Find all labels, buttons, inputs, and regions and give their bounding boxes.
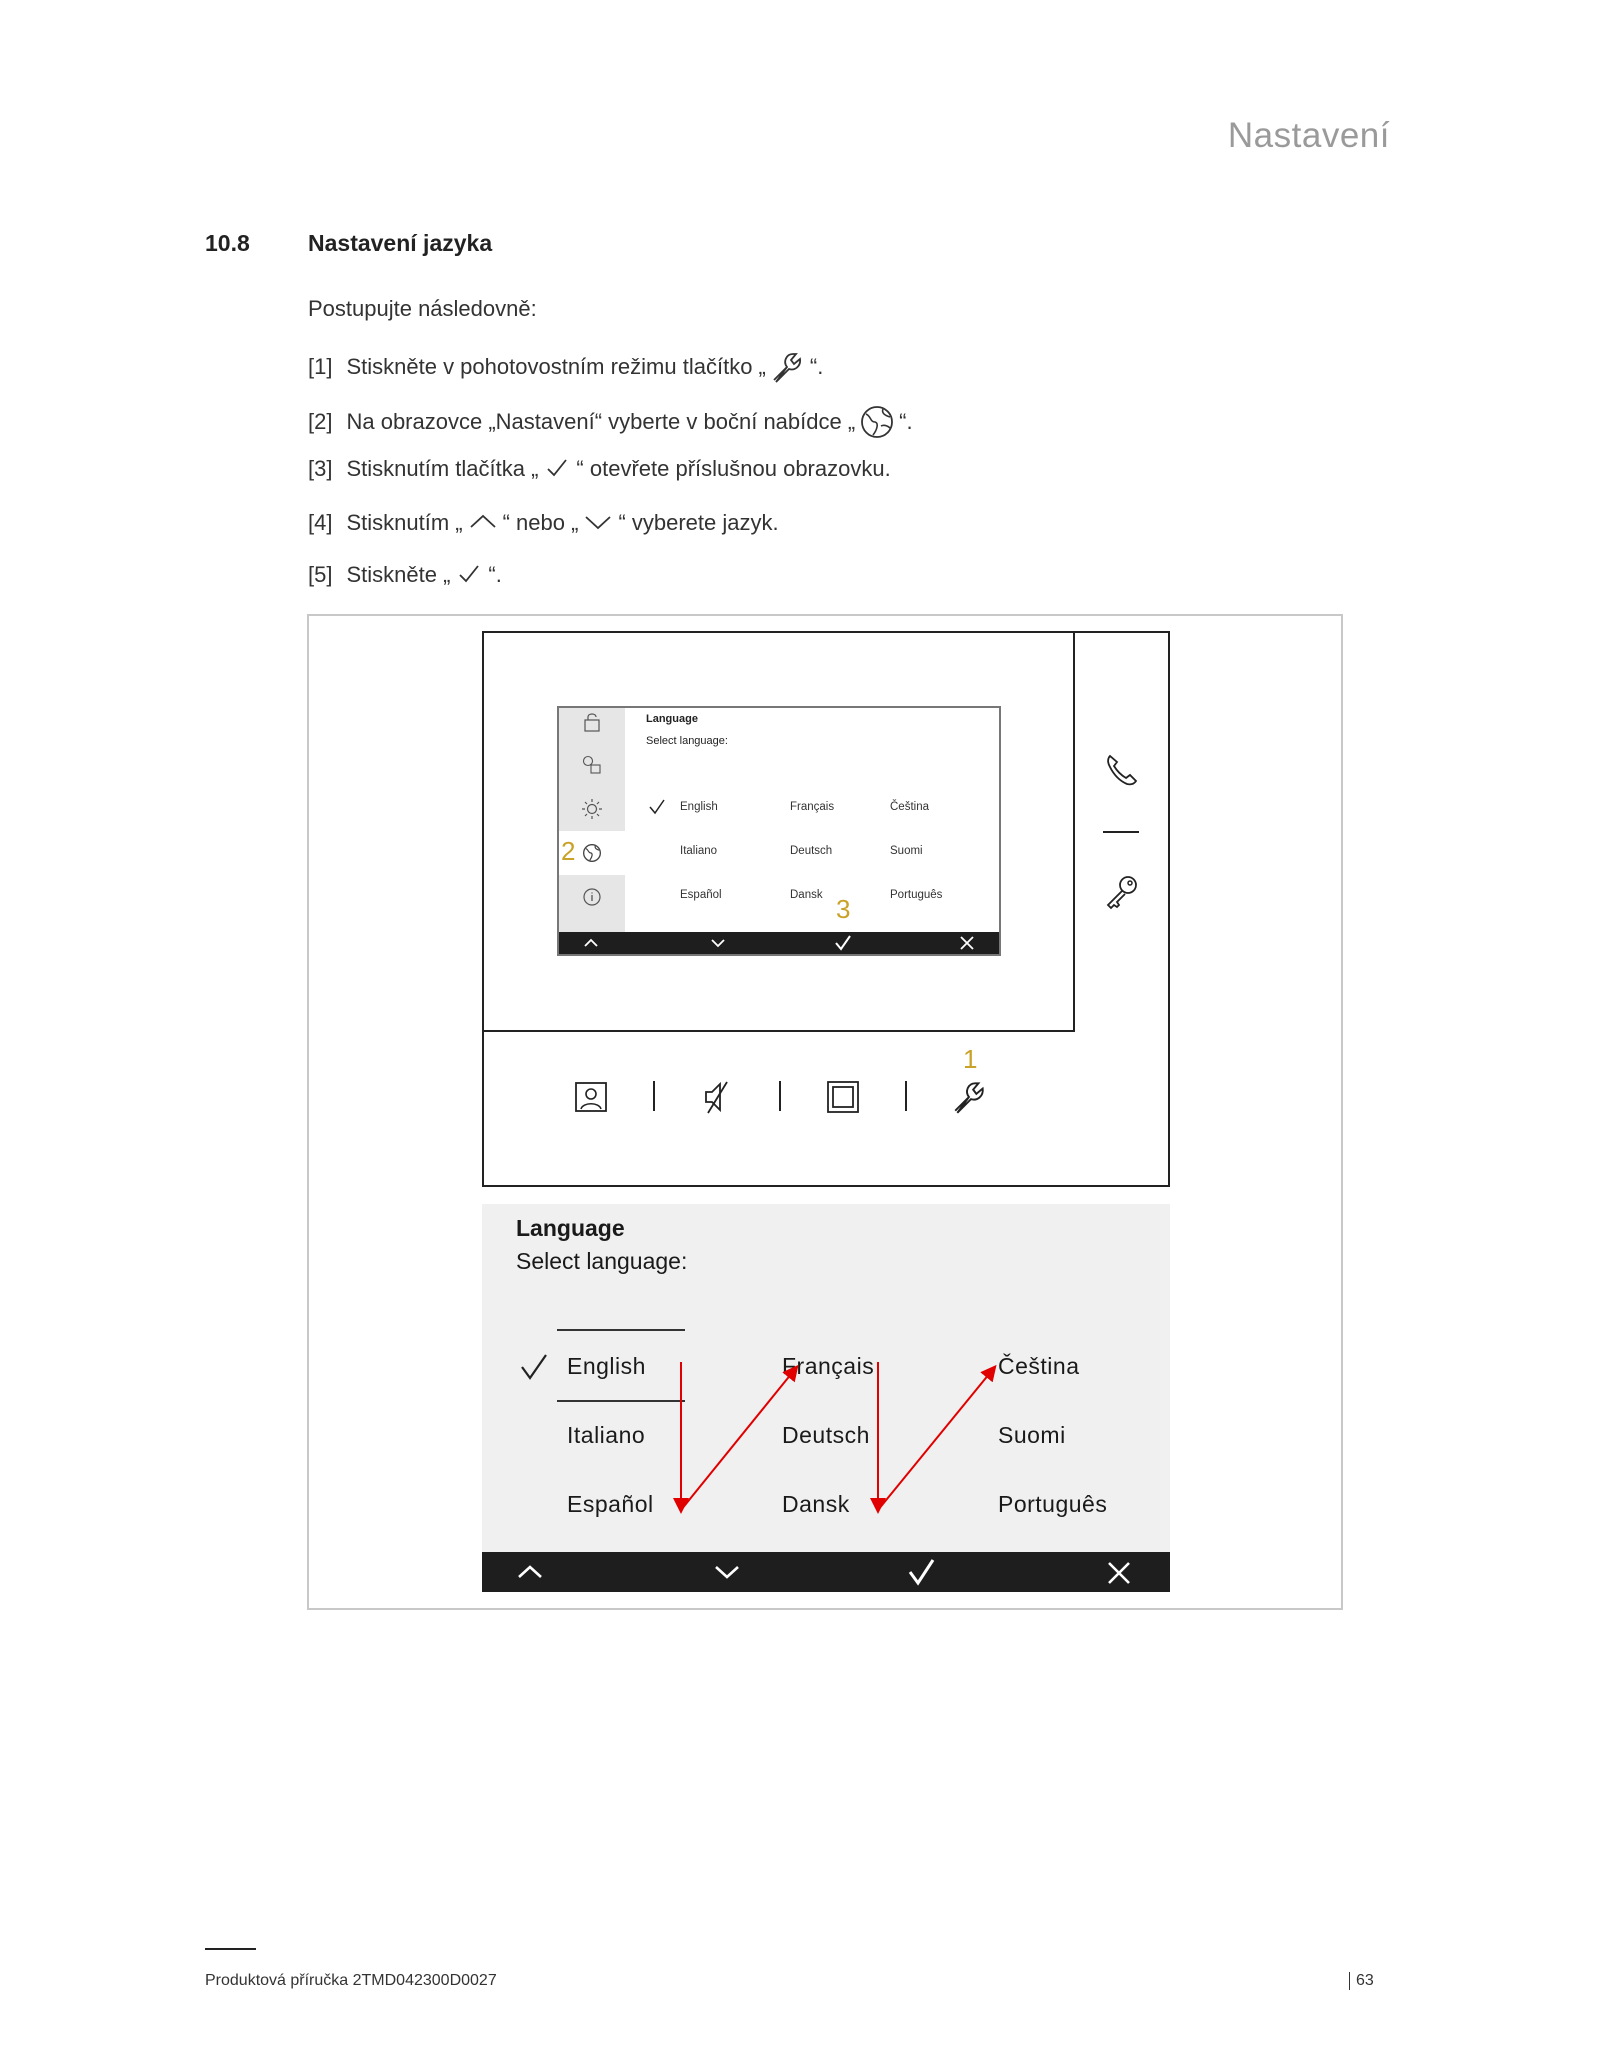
mini-lang-portugues[interactable]: Português: [890, 889, 943, 901]
step-2: [2] Na obrazovce „Nastavení“ vyberte v boční nabídce „ “.: [308, 404, 913, 440]
mute-icon[interactable]: [700, 1079, 734, 1115]
contact-icon[interactable]: [574, 1080, 608, 1114]
navigation-order-arrows: [660, 1350, 1010, 1530]
step-1: [1] Stiskněte v pohotovostním režimu tlačítko „ “.: [308, 350, 823, 384]
button-divider: [653, 1081, 655, 1111]
wrench-icon[interactable]: [951, 1078, 989, 1116]
mini-confirm-button[interactable]: [834, 934, 852, 952]
footer-rule: [205, 1948, 256, 1950]
big-up-button[interactable]: [515, 1561, 545, 1583]
big-action-bar: [482, 1552, 1170, 1592]
page-number: 63: [1349, 1972, 1374, 1990]
mini-lang-deutsch[interactable]: Deutsch: [790, 845, 833, 857]
mini-up-button[interactable]: [582, 935, 600, 951]
big-lang-espanol[interactable]: Español: [567, 1491, 654, 1517]
section-title: Nastavení jazyka: [308, 230, 493, 256]
big-confirm-button[interactable]: [907, 1557, 937, 1587]
check-icon: [542, 456, 572, 482]
step-3: [3] Stisknutím tlačítka „ “ otevřete příslušnou obrazovku.: [308, 456, 891, 481]
callout-1: 1: [963, 1044, 978, 1074]
check-icon: [454, 562, 484, 588]
info-icon[interactable]: [582, 887, 602, 907]
mini-close-button[interactable]: [959, 935, 975, 951]
datetime-icon[interactable]: [582, 755, 602, 775]
big-lang-english[interactable]: English: [567, 1353, 646, 1379]
mini-lang-english[interactable]: English: [680, 801, 718, 813]
brightness-icon[interactable]: [581, 798, 603, 820]
key-icon[interactable]: [1102, 872, 1142, 912]
intro-text: Postupujte následovně:: [308, 296, 537, 321]
mini-lang-italiano[interactable]: Italiano: [680, 845, 718, 857]
big-down-button[interactable]: [712, 1561, 742, 1583]
big-subtitle: Select language:: [516, 1248, 688, 1274]
big-lang-suomi[interactable]: Suomi: [998, 1422, 1066, 1448]
lock-icon[interactable]: [583, 712, 601, 732]
big-lang-dansk[interactable]: Dansk: [782, 1491, 850, 1517]
globe-icon: [859, 404, 895, 440]
mini-down-button[interactable]: [709, 935, 727, 951]
big-check-icon: [519, 1353, 549, 1381]
big-lang-portugues[interactable]: Português: [998, 1491, 1108, 1517]
mini-lang-suomi[interactable]: Suomi: [890, 845, 923, 857]
mini-action-bar: [559, 932, 999, 954]
step-4: [4] Stisknutím „ “ nebo „ “ vyberete jazyk.: [308, 510, 779, 535]
callout-3: 3: [836, 894, 851, 924]
selection-line-top: [557, 1329, 685, 1331]
big-lang-deutsch[interactable]: Deutsch: [782, 1422, 870, 1448]
side-divider: [1103, 831, 1139, 833]
button-divider: [905, 1081, 907, 1111]
big-lang-cestina[interactable]: Čeština: [998, 1353, 1080, 1379]
section-number: 10.8: [205, 230, 250, 256]
mini-lang-francais[interactable]: Français: [790, 801, 835, 813]
step-5: [5] Stiskněte „ “.: [308, 562, 502, 587]
mini-title: Language: [646, 713, 698, 725]
mini-subtitle: Select language:: [646, 735, 728, 747]
mini-lang-cestina[interactable]: Čeština: [890, 801, 929, 813]
big-lang-francais[interactable]: Français: [782, 1353, 875, 1379]
mini-lang-espanol[interactable]: Español: [680, 889, 722, 901]
chevron-up-icon: [467, 511, 499, 535]
footer-document-id: Produktová příručka 2TMD042300D0027: [205, 1972, 497, 1989]
wrench-icon: [770, 350, 806, 384]
big-lang-italiano[interactable]: Italiano: [567, 1422, 646, 1448]
globe-icon[interactable]: [582, 843, 602, 863]
mini-lang-dansk[interactable]: Dansk: [790, 889, 823, 901]
mini-check-icon: [648, 799, 666, 815]
big-title: Language: [516, 1215, 625, 1241]
big-close-button[interactable]: [1106, 1560, 1132, 1586]
phone-icon[interactable]: [1102, 750, 1142, 790]
screen-toggle-icon[interactable]: [826, 1080, 860, 1114]
chevron-down-icon: [582, 511, 614, 535]
callout-2: 2: [561, 836, 576, 866]
running-header: Nastavení: [1227, 116, 1390, 155]
button-divider: [779, 1081, 781, 1111]
